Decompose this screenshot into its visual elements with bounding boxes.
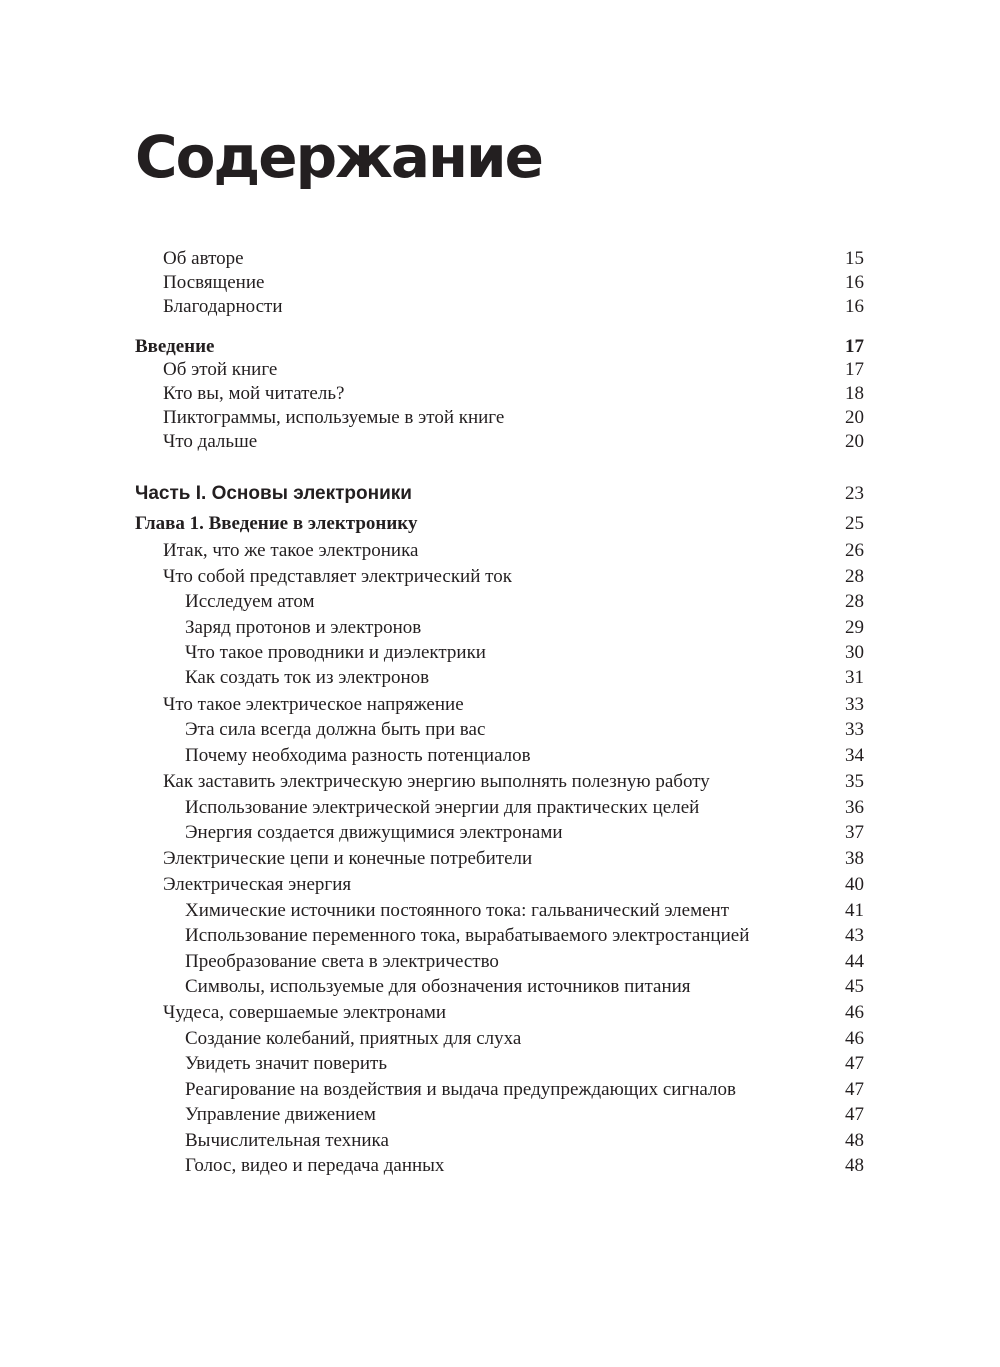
toc-entry-about-book[interactable] (135, 358, 864, 382)
toc-page-number: 35 (845, 771, 864, 792)
toc-page-number: 26 (845, 540, 864, 561)
toc-label: Часть I. Основы электроники (135, 483, 412, 504)
toc-entry[interactable] (135, 590, 864, 614)
toc-label: Энергия создается движущимися электронами (185, 822, 563, 843)
toc-entry-acknowledgements[interactable] (135, 295, 864, 319)
toc-page-number: 23 (845, 483, 864, 504)
toc-entry[interactable] (135, 539, 864, 563)
toc-label: Глава 1. Введение в электронику (135, 513, 418, 534)
toc-label: Итак, что же такое электроника (163, 540, 419, 561)
toc-label: Символы, используемые для обозначения источников питания (185, 976, 691, 997)
toc-label: Увидеть значит поверить (185, 1053, 387, 1074)
toc-page-number: 25 (845, 513, 864, 534)
toc-entry[interactable] (135, 899, 864, 923)
toc-label: Использование переменного тока, вырабатываемого электростанцией (185, 925, 750, 946)
toc-label: Управление движением (185, 1104, 376, 1125)
toc-entry[interactable] (135, 950, 864, 974)
toc-page-number: 28 (845, 566, 864, 587)
toc-page-number: 29 (845, 617, 864, 638)
toc-page-number: 36 (845, 797, 864, 818)
toc-page-number: 31 (845, 667, 864, 688)
toc-label: Что собой представляет электрический ток (163, 566, 512, 587)
toc-page-number: 47 (845, 1053, 864, 1074)
toc-entry[interactable] (135, 1103, 864, 1127)
toc-label: Кто вы, мой читатель? (163, 383, 345, 404)
toc-page-number: 46 (845, 1028, 864, 1049)
toc-chapter-1[interactable] (135, 512, 864, 536)
toc-page-number: 17 (845, 336, 864, 357)
toc-entry[interactable] (135, 666, 864, 690)
toc-label: Об авторе (163, 248, 244, 269)
toc-page-number: 48 (845, 1130, 864, 1151)
toc-entry[interactable] (135, 744, 864, 768)
toc-entry[interactable] (135, 1052, 864, 1076)
toc-page-number: 38 (845, 848, 864, 869)
toc-entry[interactable] (135, 873, 864, 897)
toc-label: Использование электрической энергии для практических целей (185, 797, 700, 818)
toc-page-number: 48 (845, 1155, 864, 1176)
toc-page-number: 34 (845, 745, 864, 766)
toc-entry[interactable] (135, 924, 864, 948)
toc-label: Чудеса, совершаемые электронами (163, 1002, 447, 1023)
toc-entry[interactable] (135, 641, 864, 665)
toc-label: Химические источники постоянного тока: гальванический элемент (185, 900, 730, 921)
toc-label: Почему необходима разность потенциалов (185, 745, 531, 766)
toc-entry[interactable] (135, 616, 864, 640)
toc-entry-icons[interactable] (135, 406, 864, 430)
toc-label: Об этой книге (163, 359, 278, 380)
toc-label: Посвящение (163, 272, 265, 293)
toc-entry[interactable] (135, 1027, 864, 1051)
toc-section-introduction[interactable] (135, 335, 864, 359)
toc-page-number: 45 (845, 976, 864, 997)
toc-page-number: 44 (845, 951, 864, 972)
toc-label: Как заставить электрическую энергию выполнять полезную работу (163, 771, 710, 792)
toc-label: Электрические цепи и конечные потребители (163, 848, 533, 869)
toc-page-number: 28 (845, 591, 864, 612)
toc-page-number: 37 (845, 822, 864, 843)
toc-page-number: 18 (845, 383, 864, 404)
toc-label: Что такое электрическое напряжение (163, 694, 464, 715)
toc-page-number: 16 (845, 296, 864, 317)
toc-label: Пиктограммы, используемые в этой книге (163, 407, 505, 428)
toc-entry[interactable] (135, 821, 864, 845)
toc-entry[interactable] (135, 693, 864, 717)
toc-entry[interactable] (135, 565, 864, 589)
toc-page-number: 33 (845, 694, 864, 715)
toc-page-number: 30 (845, 642, 864, 663)
toc-label: Голос, видео и передача данных (185, 1155, 445, 1176)
toc-page-number: 46 (845, 1002, 864, 1023)
toc-entry[interactable] (135, 770, 864, 794)
toc-page-number: 41 (845, 900, 864, 921)
toc-label: Преобразование света в электричество (185, 951, 499, 972)
toc-label: Благодарности (163, 296, 283, 317)
toc-label: Исследуем атом (185, 591, 315, 612)
toc-label: Заряд протонов и электронов (185, 617, 422, 638)
toc-page-number: 40 (845, 874, 864, 895)
toc-entry-whats-next[interactable] (135, 430, 864, 454)
toc-entry-reader[interactable] (135, 382, 864, 406)
toc-page-number: 47 (845, 1104, 864, 1125)
toc-entry[interactable] (135, 718, 864, 742)
toc-page-number: 15 (845, 248, 864, 269)
toc-entry-about-author[interactable] (135, 247, 864, 271)
toc-label: Как создать ток из электронов (185, 667, 430, 688)
toc-entry[interactable] (135, 1001, 864, 1025)
toc-page-number: 17 (845, 359, 864, 380)
toc-page-number: 20 (845, 431, 864, 452)
toc-page-number: 33 (845, 719, 864, 740)
toc-page-number: 47 (845, 1079, 864, 1100)
toc-page-number: 20 (845, 407, 864, 428)
toc-label: Эта сила всегда должна быть при вас (185, 719, 486, 740)
toc-label: Реагирование на воздействия и выдача предупреждающих сигналов (185, 1079, 736, 1100)
toc-page-number: 43 (845, 925, 864, 946)
toc-label: Вычислительная техника (185, 1130, 389, 1151)
toc-label: Создание колебаний, приятных для слуха (185, 1028, 522, 1049)
page-title: Содержание (135, 123, 543, 191)
toc-entry[interactable] (135, 1154, 864, 1178)
toc-label: Что дальше (163, 431, 258, 452)
toc-label: Введение (135, 336, 215, 357)
toc-entry-dedication[interactable] (135, 271, 864, 295)
toc-part-1[interactable] (135, 482, 864, 506)
toc-entry[interactable] (135, 1129, 864, 1153)
toc-label: Электрическая энергия (163, 874, 352, 895)
toc-page-number: 16 (845, 272, 864, 293)
toc-entry[interactable] (135, 975, 864, 999)
toc-entry[interactable] (135, 1078, 864, 1102)
toc-entry[interactable] (135, 796, 864, 820)
toc-label: Что такое проводники и диэлектрики (185, 642, 486, 663)
toc-entry[interactable] (135, 847, 864, 871)
